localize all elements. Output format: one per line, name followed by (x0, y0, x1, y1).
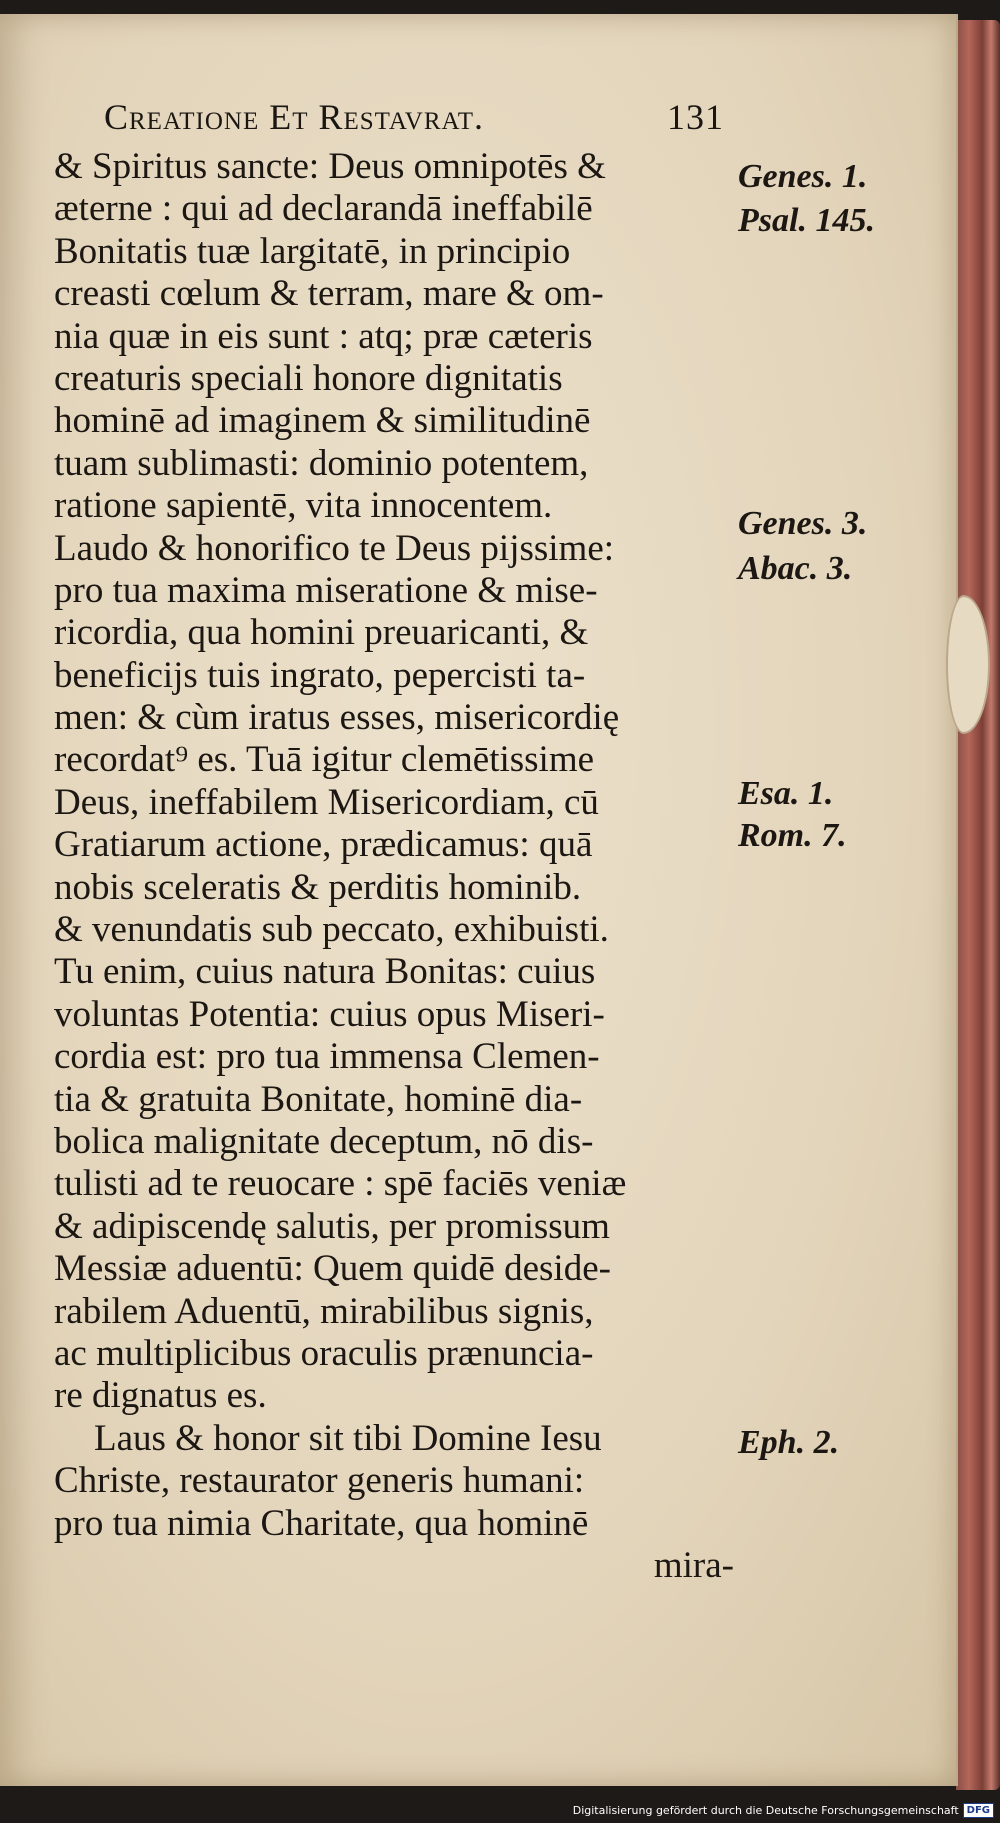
text-line: Messiæ aduentū: Quem quidē deside- (54, 1248, 611, 1290)
running-header (104, 96, 724, 138)
text-line: bolica malignitate deceptum, nō dis- (54, 1120, 594, 1162)
dfg-logo: DFG (963, 1803, 994, 1818)
text-line: nobis sceleratis & perditis hominib. (54, 866, 582, 908)
footer-text: Digitalisierung gefördert durch die Deutsche Forschungsgemeinschaft (572, 1803, 959, 1817)
running-title: Creatione Et Restavrat. (104, 97, 485, 137)
margin-note: Genes. 3. (738, 505, 868, 542)
text-line: re dignatus es. (54, 1375, 267, 1417)
catchword: mira- (653, 1544, 734, 1586)
text-line: tuam sublimasti: dominio potentem, (54, 442, 589, 484)
text-line: Laus & honor sit tibi Domine Iesu (94, 1417, 602, 1459)
text-line: rabilem Aduentū, mirabilibus signis, (54, 1290, 594, 1332)
text-line: Laudo & honorifico te Deus pijssime: (54, 527, 615, 569)
margin-note: Rom. 7. (738, 817, 847, 854)
text-line: æterne : qui ad declarandā ineffabilē (54, 188, 593, 230)
margin-note: Esa. 1. (738, 775, 834, 812)
text-line: tia & gratuita Bonitate, hominē dia- (54, 1078, 583, 1120)
text-line: & adipiscendę salutis, per promissum (54, 1205, 610, 1247)
text-line: Deus, ineffabilem Misericordiam, cū (54, 781, 599, 823)
text-line: ricordia, qua homini preuaricanti, & (54, 612, 589, 654)
text-line: recordat⁹ es. Tuā igitur clemētissime (54, 739, 595, 781)
text-line: cordia est: pro tua immensa Clemen- (54, 1036, 600, 1078)
text-line: tulisti ad te reuocare : spē faciēs veniæ (54, 1163, 627, 1205)
text-line: pro tua nimia Charitate, qua hominē (54, 1502, 589, 1544)
text-line: & Spiritus sancte: Deus omnipotēs & (54, 146, 606, 187)
text-line: ratione sapientē, vita innocentem. (54, 485, 553, 527)
margin-note: Psal. 145. (738, 202, 875, 239)
text-line: ac multiplicibus oraculis prænuncia- (54, 1332, 594, 1374)
body-text (54, 146, 734, 1587)
text-line: men: & cùm iratus esses, misericordię (54, 697, 620, 739)
text-line: pro tua maxima miseratione & mise- (54, 569, 598, 611)
text-line: nia quæ in eis sunt : atq; præ cæteris (54, 315, 593, 357)
text-line: creasti cœlum & terram, mare & om- (54, 273, 604, 315)
text-line: creaturis speciali honore dignitatis (54, 357, 563, 399)
book-edge (956, 20, 1000, 1790)
text-line: Tu enim, cuius natura Bonitas: cuius (54, 951, 596, 993)
text-line: beneficijs tuis ingrato, pepercisti ta- (54, 654, 586, 696)
digitization-footer (573, 1799, 994, 1821)
margin-note: Abac. 3. (738, 550, 853, 587)
text-line: Christe, restaurator generis humani: (54, 1460, 585, 1502)
text-line: Bonitatis tuæ largitatē, in principio (54, 230, 571, 272)
text-line: voluntas Potentia: cuius opus Miseri- (54, 993, 605, 1035)
page-number: 131 (667, 97, 724, 137)
text-line: hominē ad imaginem & similitudinē (54, 400, 591, 442)
margin-note: Eph. 2. (738, 1424, 840, 1461)
text-line: Gratiarum actione, prædicamus: quā (54, 824, 593, 866)
margin-note: Genes. 1. (738, 158, 868, 195)
text-line: & venundatis sub peccato, exhibuisti. (54, 909, 609, 951)
